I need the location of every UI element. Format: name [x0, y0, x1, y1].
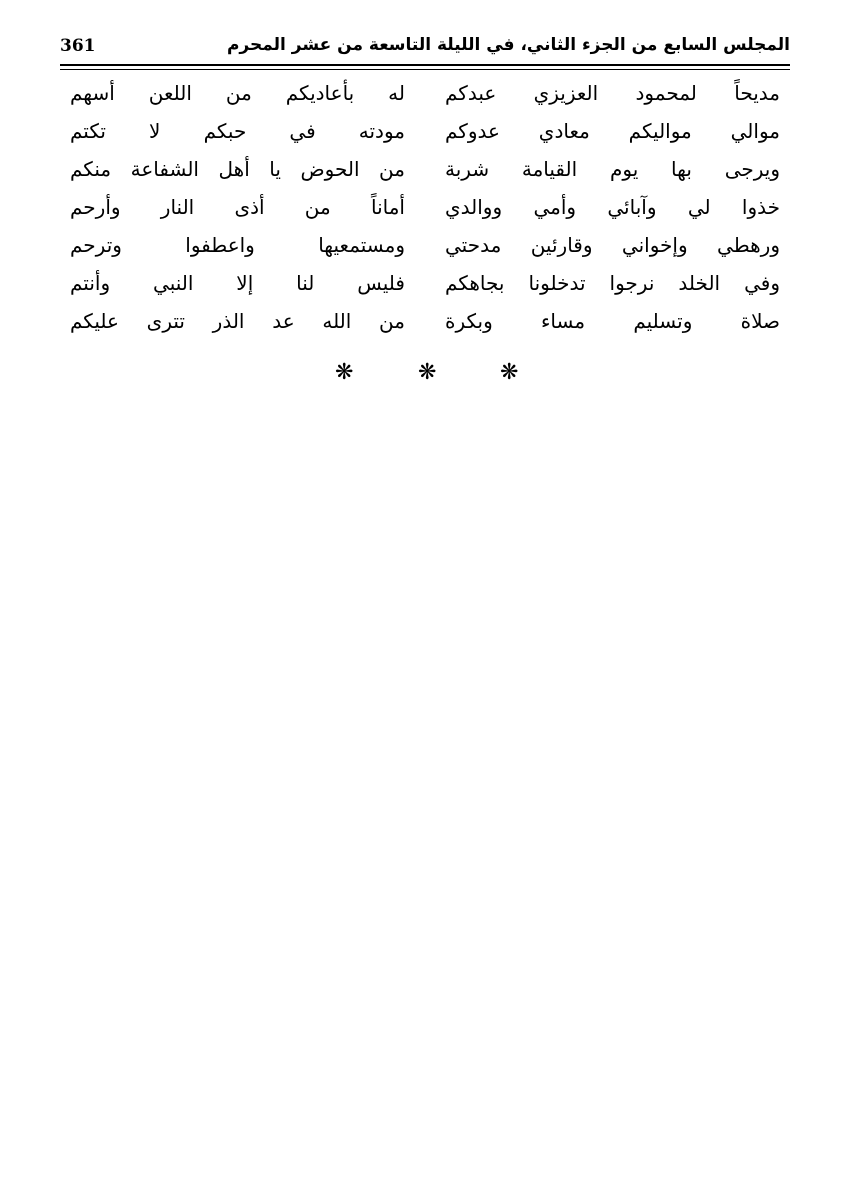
poem [70, 74, 780, 340]
verse-3 [70, 150, 780, 188]
verse-5 [70, 226, 780, 264]
verse-7-first-hemistich: صلاة وتسليم مساء وبكرة [445, 309, 780, 333]
verse-4 [70, 188, 780, 226]
separator-star-icon: ❋ [418, 360, 437, 385]
verse-1-second-hemistich: له بأعاديكم من اللعن أسهم [70, 81, 405, 105]
header-rule-thin [60, 69, 790, 70]
verse-7-second-hemistich: من الله عد الذر تترى عليكم [70, 309, 405, 333]
verse-2 [70, 112, 780, 150]
verse-1-first-hemistich: مديحاً لمحمود العزيزي عبدكم [445, 81, 780, 105]
verse-5-second-hemistich: ومستمعيها واعطفوا وترحم [70, 233, 405, 257]
page-number: 361 [60, 36, 96, 56]
verse-4-second-hemistich: أماناً من أذى النار وأرحم [70, 195, 405, 219]
verse-3-second-hemistich: من الحوض يا أهل الشفاعة منكم [70, 157, 405, 181]
verse-2-second-hemistich: مودته في حبكم لا تكتم [70, 119, 405, 143]
separator-star-icon: ❋ [335, 360, 354, 385]
running-title: المجلس السابع من الجزء الثاني، في الليلة التاسعة من عشر المحرم [226, 35, 790, 55]
verse-7 [70, 302, 780, 340]
verse-1 [70, 74, 780, 112]
verse-2-first-hemistich: موالي مواليكم معادي عدوكم [445, 119, 780, 143]
verse-6 [70, 264, 780, 302]
separator-star-icon: ❋ [500, 360, 519, 385]
page-header [60, 30, 790, 66]
verse-5-first-hemistich: ورهطي وإخواني وقارئين مدحتي [445, 233, 780, 257]
section-separator [0, 360, 849, 386]
verse-4-first-hemistich: خذوا لي وآبائي وأمي ووالدي [445, 195, 780, 219]
verse-3-first-hemistich: ويرجى بها يوم القيامة شربة [445, 157, 780, 181]
header-rule-thick [60, 64, 790, 66]
verse-6-first-hemistich: وفي الخلد نرجوا تدخلونا بجاهكم [445, 271, 780, 295]
verse-6-second-hemistich: فليس لنا إلا النبي وأنتم [70, 271, 405, 295]
